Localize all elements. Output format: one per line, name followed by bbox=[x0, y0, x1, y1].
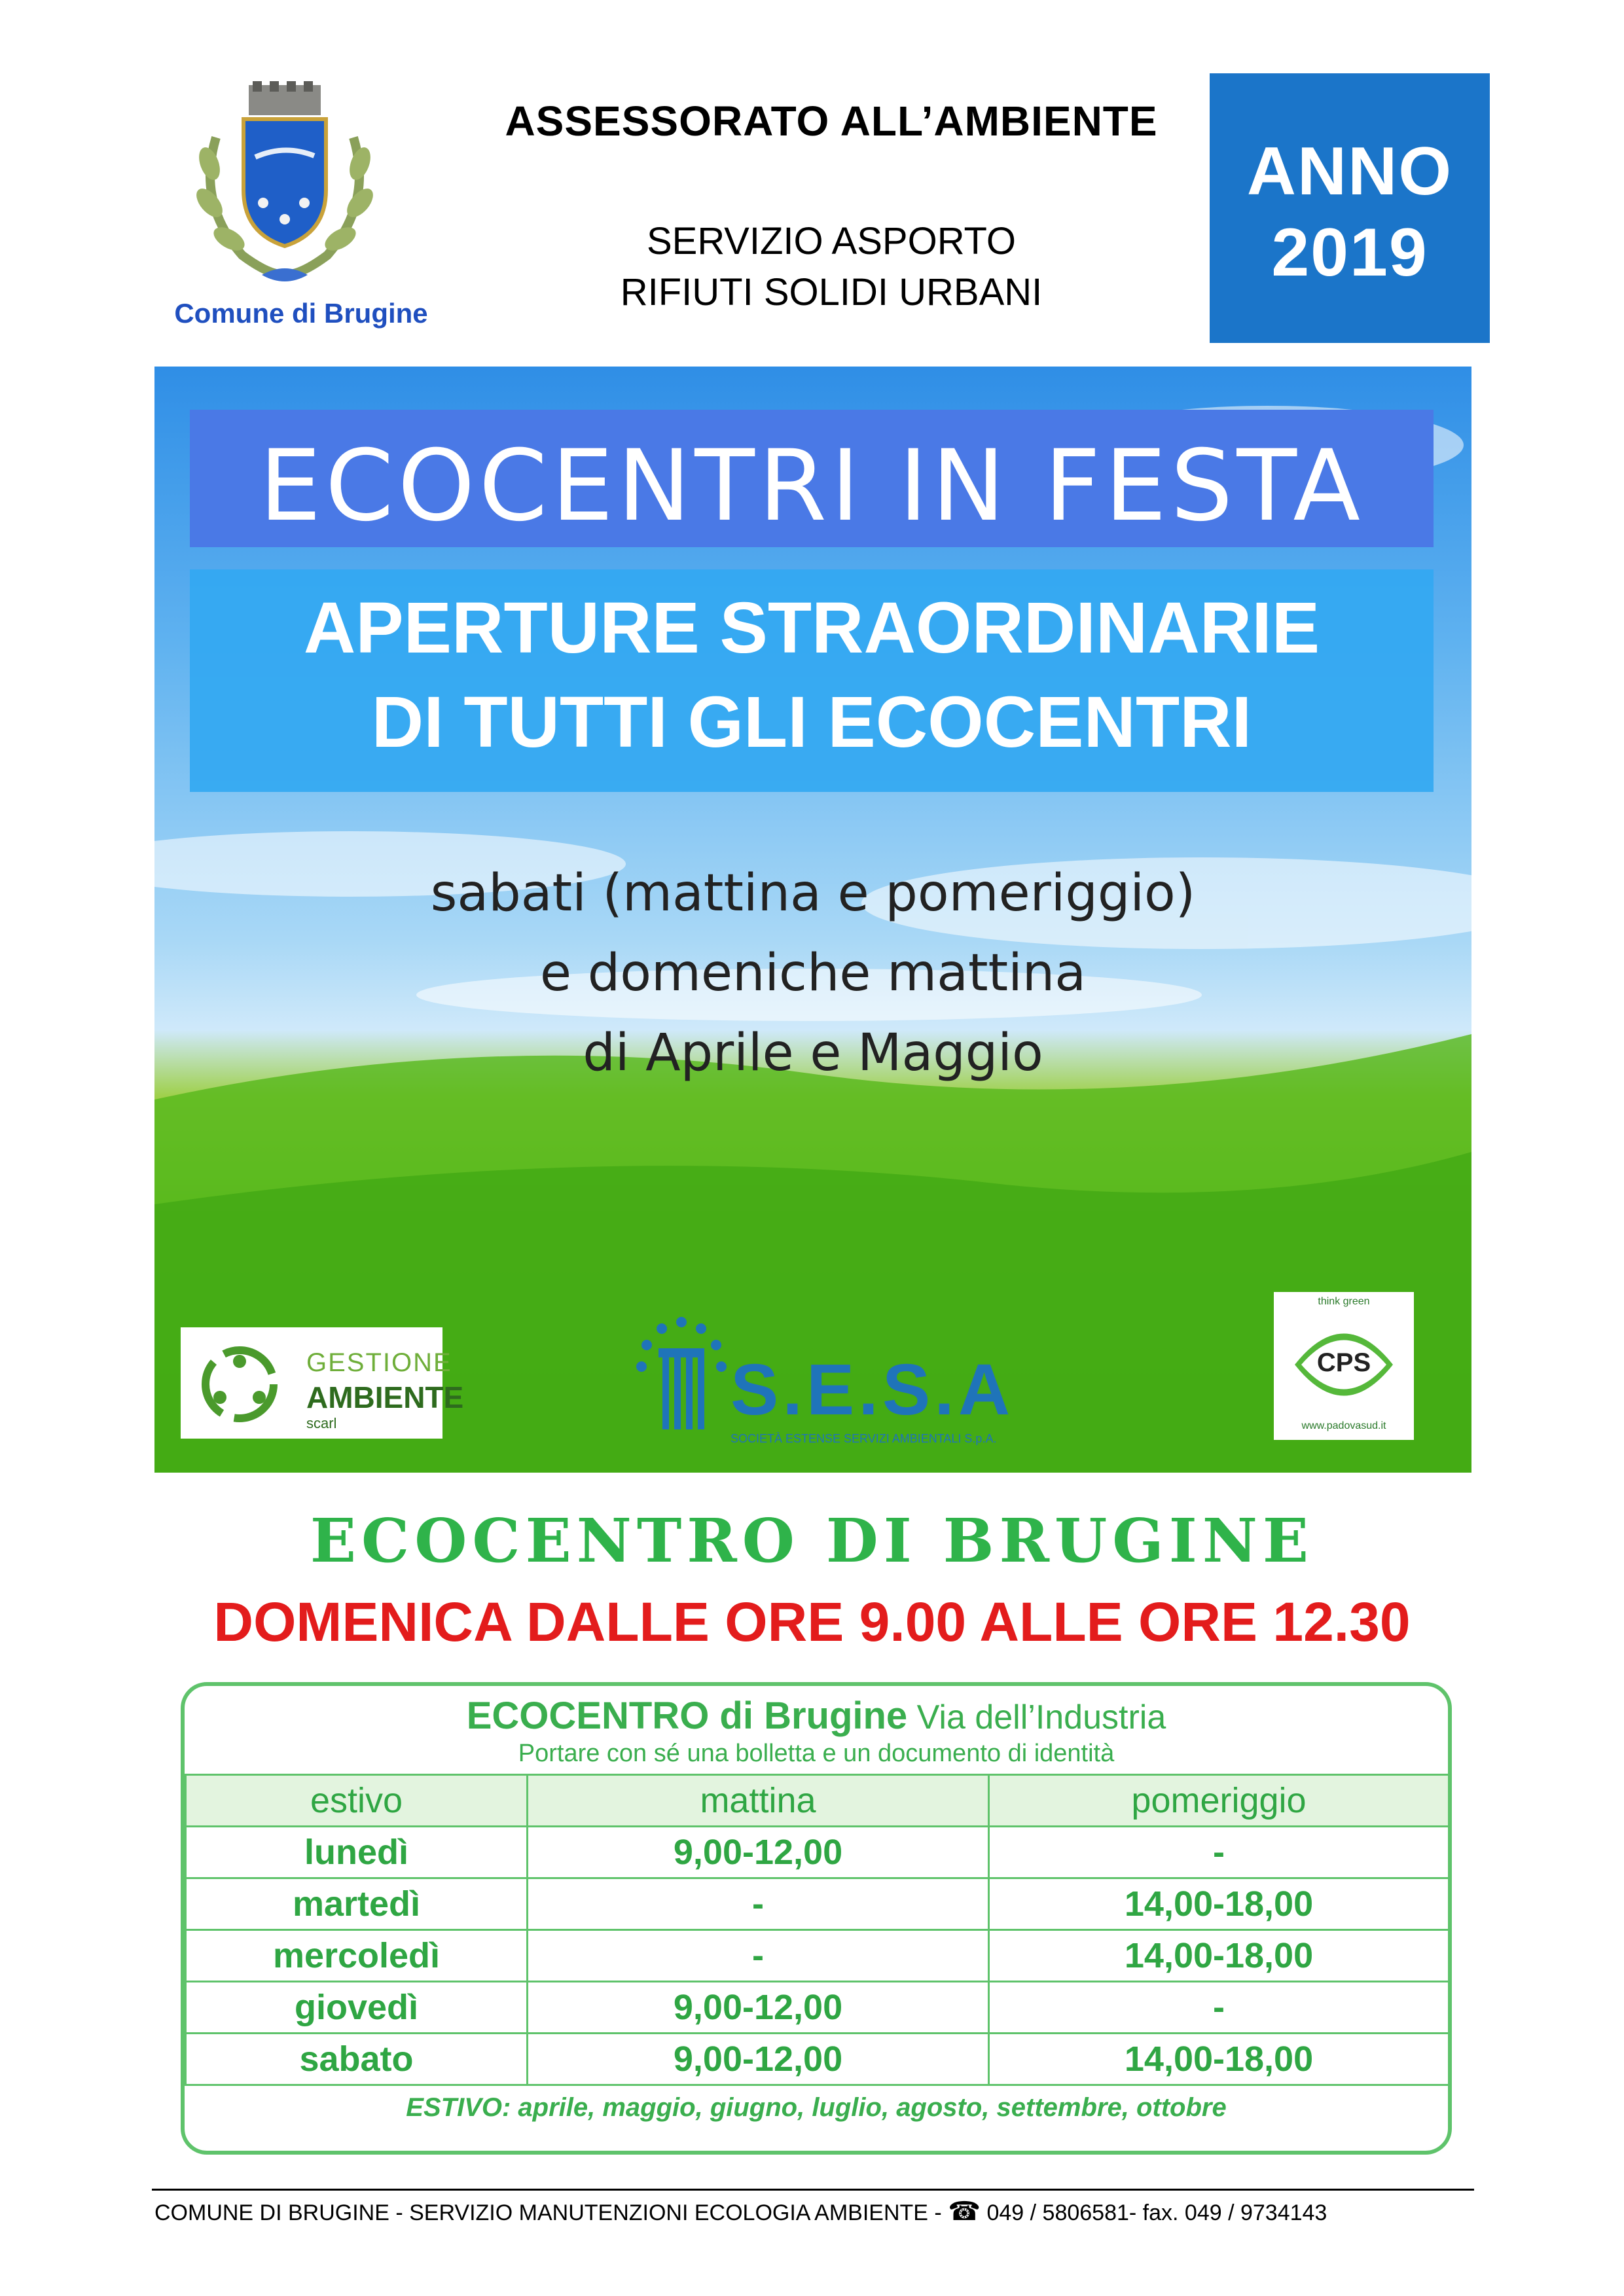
comune-crest-icon bbox=[190, 79, 380, 295]
table-row bbox=[186, 1982, 1449, 2034]
schedule-table bbox=[185, 1774, 1450, 2086]
page-footer bbox=[154, 2197, 1477, 2227]
row-morning: - bbox=[528, 1878, 989, 1930]
banner-aperture-line-2: DI TUTTI GLI ECOCENTRI bbox=[371, 682, 1252, 762]
column-header-pomeriggio: pomeriggio bbox=[989, 1775, 1449, 1827]
comune-name: Comune di Brugine bbox=[174, 298, 428, 329]
row-morning: 9,00-12,00 bbox=[528, 1982, 989, 2034]
poster-subtitle-2: e domeniche mattina bbox=[539, 944, 1087, 1003]
gestione-ambiente-icon bbox=[194, 1342, 292, 1427]
sesa-logo-text: S.E.S.A bbox=[731, 1350, 1015, 1430]
footer-left: COMUNE DI BRUGINE - SERVIZIO MANUTENZIONI ECOLOGIA AMBIENTE - bbox=[154, 2200, 948, 2225]
table-row bbox=[186, 2034, 1449, 2085]
sesa-logo-subtitle: SOCIETÀ ESTENSE SERVIZI AMBIENTALI S.p.A. bbox=[731, 1432, 997, 1445]
gestione-ambiente-l1: GESTIONE bbox=[306, 1348, 452, 1377]
row-morning: - bbox=[528, 1930, 989, 1982]
row-day: mercoledì bbox=[186, 1930, 528, 1982]
footer-right: 049 / 5806581- fax. 049 / 9734143 bbox=[981, 2200, 1327, 2225]
schedule-title bbox=[181, 1694, 1452, 1738]
schedule-note: Portare con sé una bolletta e un documento di identità bbox=[518, 1740, 1115, 1767]
row-morning: 9,00-12,00 bbox=[528, 1827, 989, 1878]
gestione-ambiente-l3: scarl bbox=[306, 1415, 337, 1431]
cps-website: www.padovasud.it bbox=[1301, 1420, 1386, 1431]
sesa-icon bbox=[632, 1309, 731, 1453]
ecocentro-title: ECOCENTRO DI BRUGINE bbox=[310, 1505, 1314, 1576]
assessorato-title: ASSESSORATO ALL’AMBIENTE bbox=[505, 98, 1158, 145]
ecocentri-poster bbox=[154, 367, 1471, 1473]
column-header-mattina: mattina bbox=[528, 1775, 989, 1827]
row-day: lunedì bbox=[186, 1827, 528, 1878]
row-afternoon: - bbox=[989, 1982, 1449, 2034]
banner-title: ECOCENTRI IN FESTA bbox=[259, 429, 1365, 543]
cps-logo-text: CPS bbox=[1316, 1348, 1371, 1377]
table-row bbox=[186, 1930, 1449, 1982]
poster-subtitle-1: sabati (mattina e pomeriggio) bbox=[430, 864, 1196, 923]
gestione-ambiente-l2: AMBIENTE bbox=[306, 1380, 464, 1414]
schedule-footer: ESTIVO: aprile, maggio, giugno, luglio, agosto, settembre, ottobre bbox=[406, 2093, 1227, 2122]
column-header-estivo: estivo bbox=[186, 1775, 528, 1827]
footer-divider bbox=[152, 2189, 1474, 2191]
anno-year: 2019 bbox=[1271, 215, 1428, 291]
table-row bbox=[186, 1878, 1449, 1930]
row-afternoon: 14,00-18,00 bbox=[989, 1930, 1449, 1982]
phone-icon: ☎ bbox=[948, 2197, 981, 2226]
schedule-header-row bbox=[186, 1775, 1449, 1827]
banner-aperture-line-1: APERTURE STRAORDINARIE bbox=[303, 588, 1320, 668]
schedule-title-address: Via dell’Industria bbox=[907, 1698, 1166, 1736]
schedule-title-name: ECOCENTRO di Brugine bbox=[466, 1695, 908, 1737]
table-row bbox=[186, 1827, 1449, 1878]
row-day: martedì bbox=[186, 1878, 528, 1930]
anno-word: ANNO bbox=[1246, 134, 1453, 209]
poster-subtitle-3: di Aprile e Maggio bbox=[583, 1024, 1043, 1083]
servizio-subtitle bbox=[458, 216, 1204, 318]
row-morning: 9,00-12,00 bbox=[528, 2034, 989, 2085]
row-day: sabato bbox=[186, 2034, 528, 2085]
sunday-hours: DOMENICA DALLE ORE 9.00 ALLE ORE 12.30 bbox=[213, 1591, 1411, 1653]
anno-label bbox=[1210, 131, 1490, 293]
servizio-line-2: RIFIUTI SOLIDI URBANI bbox=[620, 271, 1043, 314]
row-afternoon: 14,00-18,00 bbox=[989, 1878, 1449, 1930]
cps-think-green: think green bbox=[1318, 1296, 1370, 1307]
servizio-line-1: SERVIZIO ASPORTO bbox=[646, 220, 1017, 262]
row-day: giovedì bbox=[186, 1982, 528, 2034]
row-afternoon: - bbox=[989, 1827, 1449, 1878]
row-afternoon: 14,00-18,00 bbox=[989, 2034, 1449, 2085]
